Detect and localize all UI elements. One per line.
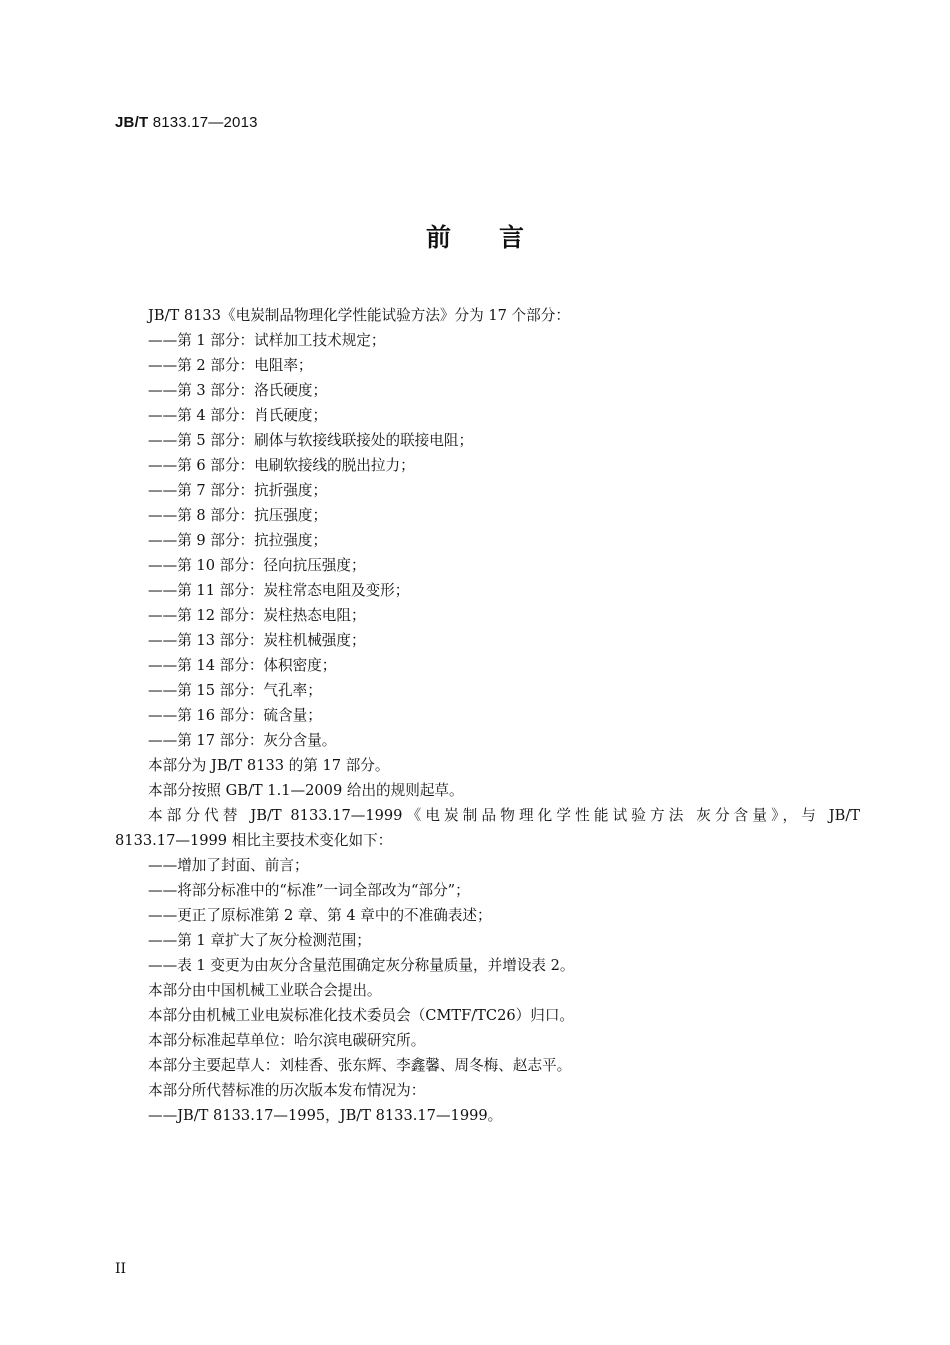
list-item: ——第 5 部分：刷体与软接线联接处的联接电阻； (148, 432, 474, 449)
proposed-by-paragraph: 本部分由中国机械工业联合会提出。 (148, 982, 382, 999)
list-item: ——表 1 变更为由灰分含量范围确定灰分称量质量，并增设表 2。 (148, 957, 575, 974)
list-item: ——更正了原标准第 2 章、第 4 章中的不准确表述； (148, 907, 492, 924)
list-item: ——第 1 部分：试样加工技术规定； (148, 332, 386, 349)
list-item: ——第 7 部分：抗折强度； (148, 482, 328, 499)
list-item: ——第 10 部分：径向抗压强度； (148, 557, 366, 574)
this-part-paragraph: 本部分为 JB/T 8133 的第 17 部分。 (148, 757, 390, 774)
replaces-paragraph-line2: 8133.17—1999 相比主要技术变化如下： (115, 832, 393, 849)
list-item: ——将部分标准中的“标准”一词全部改为“部分”； (148, 882, 470, 899)
list-item: ——第 16 部分：硫含量； (148, 707, 322, 724)
list-item: ——第 1 章扩大了灰分检测范围； (148, 932, 371, 949)
list-item: ——第 17 部分：灰分含量。 (148, 732, 337, 749)
replaces-paragraph-line1: 本部分代替 JB/T 8133.17—1999《电炭制品物理化学性能试验方法 灰分含量》，与 JB/T (148, 807, 860, 824)
list-item: ——第 12 部分：炭柱热态电阻； (148, 607, 366, 624)
standard-number: 8133.17—2013 (152, 114, 258, 131)
page-number: II (115, 1261, 127, 1277)
list-item: ——第 8 部分：抗压强度； (148, 507, 328, 524)
list-item: ——第 3 部分：洛氏硬度； (148, 382, 328, 399)
list-item: ——第 4 部分：肖氏硬度； (148, 407, 328, 424)
foreword-body (115, 303, 860, 1128)
list-item: ——第 13 部分：炭柱机械强度； (148, 632, 366, 649)
drafting-rule-paragraph: 本部分按照 GB/T 1.1—2009 给出的规则起草。 (148, 782, 464, 799)
page-title: 前言 (425, 223, 572, 252)
standard-prefix: JB/T (115, 114, 149, 131)
list-item: ——第 6 部分：电刷软接线的脱出拉力； (148, 457, 415, 474)
standard-code (115, 114, 258, 131)
intro-paragraph: JB/T 8133《电炭制品物理化学性能试验方法》分为 17 个部分： (148, 307, 570, 324)
list-item: ——增加了封面、前言； (148, 857, 309, 874)
list-item: ——第 9 部分：抗拉强度； (148, 532, 328, 549)
list-item: ——第 11 部分：炭柱常态电阻及变形； (148, 582, 410, 599)
list-item: ——第 2 部分：电阻率； (148, 357, 313, 374)
list-item: ——第 14 部分：体积密度； (148, 657, 337, 674)
history-item: ——JB/T 8133.17—1995，JB/T 8133.17—1999。 (148, 1107, 503, 1124)
history-intro-paragraph: 本部分所代替标准的历次版本发布情况为： (148, 1082, 426, 1099)
drafters-paragraph: 本部分主要起草人：刘桂香、张东辉、李鑫馨、周冬梅、赵志平。 (148, 1057, 572, 1074)
drafting-unit-paragraph: 本部分标准起草单位：哈尔滨电碳研究所。 (148, 1032, 426, 1049)
managed-by-paragraph: 本部分由机械工业电炭标准化技术委员会（CMTF/TC26）归口。 (148, 1007, 575, 1024)
list-item: ——第 15 部分：气孔率； (148, 682, 322, 699)
